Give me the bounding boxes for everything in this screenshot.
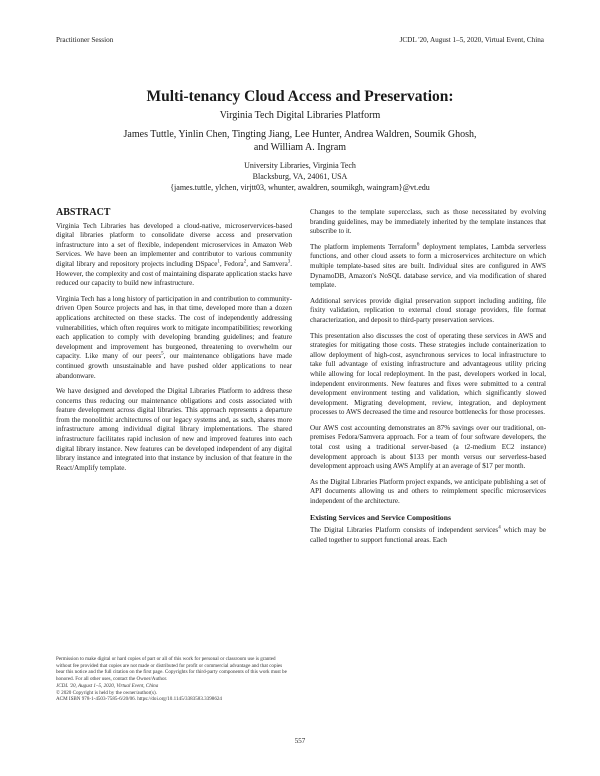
- abstract-paragraph-2: Virginia Tech has a long history of participation in and contribution to community-driven Open Source projects and has, in that time, developed more than a dozen applications architected on these stacks. The cost of independently addressing vulnerabilities, which often requires work to mitigate incompatibilities; reworking each application to comply with developing branding guidelines; and feature development and improvement has burgeoned, threatening to overwhelm our capacity. Like many of our peers$^5$, our maintenance obligations have made continued growth unsustainable and have pushed older applications to near abandonware.: [56, 294, 292, 380]
- copyright-notice: © 2020 Copyright is held by the owner/author(s).: [56, 689, 157, 696]
- authors-line-2: and William A. Ingram: [253, 142, 347, 153]
- affiliation-block: [80, 160, 520, 193]
- left-column: [56, 208, 292, 479]
- page-number: 557: [294, 737, 306, 745]
- authors-line-1: James Tuttle, Yinlin Chen, Tingting Jiang, Lee Hunter, Andrea Waldren, Soumik Ghosh,: [123, 129, 477, 140]
- affiliation-city: Blacksburg, VA, 24061, USA: [252, 172, 348, 181]
- body-paragraph-7: The Digital Libraries Platform consists of independent services$^4$ which may be called together to support functional areas. Each: [310, 525, 546, 544]
- footnote-ref: 1: [217, 259, 220, 265]
- permission-text: Permission to make digital or hard copies of part or all of this work for personal or classroom use is granted without fee provided that copies are not made or distributed for profit or commercial advantage and that copies bear this notice and the full citation on the first page. Copyrights for third-party components of this work must be honored. For all other uses, contact the Owner/Author.: [56, 656, 287, 683]
- footnote-ref: 4: [498, 525, 501, 531]
- affiliation-emails: {james.tuttle, ylchen, virjtt03, whunter, awaldren, soumikgh, waingram}@vt.edu: [170, 183, 430, 192]
- right-column: [310, 208, 546, 551]
- footnote-ref: 5: [161, 351, 164, 357]
- conference-info: JCDL '20, August 1–5, 2020, Virtual Event, China: [56, 682, 159, 689]
- paper-subtitle: Virginia Tech Digital Libraries Platform: [219, 110, 381, 121]
- abstract-heading: ABSTRACT: [56, 207, 111, 218]
- footnote-ref: 2: [243, 259, 247, 265]
- affiliation-org: University Libraries, Virginia Tech: [244, 161, 356, 170]
- section-heading: Existing Services and Service Compositions: [310, 512, 451, 522]
- abstract-paragraph-3: We have designed and developed the Digital Libraries Platform to address these concerns thus reducing our maintenance obligations and costs associated with feature development across digital libraries. This approach represents a departure from the monolithic architectures of our legacy systems and, as such, shares more infrastructure among individual digital library implementations. The shared infrastructure facilitates rapid inclusion of new and improved features into each digital library instance. New features can be developed independent of any digital library instance and integrated into that instance by inclusion of that feature in the React/Amplify template.: [56, 387, 292, 472]
- body-paragraph-2: The platform implements Terraform$^6$ deployment templates, Lambda serverless functions, and other cloud assets to form a microservices architecture on which multiple template-based sites are built. Individual sites are configured in AWS DynamoDB, Amazon's NoSQL database service, and via modification of shared template.: [310, 242, 546, 290]
- body-paragraph-6: As the Digital Libraries Platform project expands, we anticipate publishing a set of API documents allowing us and others to reimplement specific microservices independent of the architecture.: [310, 477, 546, 506]
- body-paragraph-3: Additional services provide digital preservation support including auditing, file fixity validation, replication to external cloud storage providers, file format characterization, and deposit to third-party preservation services.: [310, 296, 546, 324]
- body-paragraph-4: This presentation also discusses the cost of operating these services in AWS and strategies for mitigating those costs. These strategies include containerization to allow deployment of high-cost, asynchronous services to local infrastructure to take full advantage of existing infrastructure and advantageous utility pricing while allowing for local redeployment. In the past, developers worked in local, independent environments. New features and fixes were submitted to a central development environment testing and validation, which significantly slowed development. Migrating development, review, integration, and deployment processes to AWS decreased the time and resource bottlenecks for those processes.: [310, 331, 546, 417]
- author-list: [80, 128, 520, 154]
- isbn-doi: ACM ISBN 978-1-4503-7585-6/20/06. https://doi.org/10.1145/3383583.3398624: [56, 696, 222, 703]
- footnote-ref: 6: [416, 242, 420, 248]
- body-paragraph-1: Changes to the template supercclass, such as those necessitated by evolving branding guidelines, may be immediately inherited by the template instances that subscribe to it.: [310, 208, 546, 236]
- running-header-left: Practitioner Session: [56, 36, 114, 44]
- paper-title: Multi-tenancy Cloud Access and Preservation:: [146, 88, 454, 105]
- footnote-ref: 3: [287, 259, 291, 265]
- body-paragraph-5: Our AWS cost accounting demonstrates an 87% savings over our traditional, on-premises Fedora/Samvera approach. For a team of four software developers, the total cost using a traditional server-based (a t2-medium EC2 instance) development approach is about $133 per month versus our serverless-based development approach using AWS Amplify at an average of $17 per month.: [310, 423, 546, 471]
- permission-footnote: [56, 656, 292, 703]
- running-header-right: JCDL '20, August 1–5, 2020, Virtual Event, China: [399, 36, 544, 44]
- abstract-paragraph-1: Virginia Tech Libraries has developed a cloud-native, microservervices-based digital libraries platform to consolidate diverse access and preservation infrastructure into a set of flexible, independent microservices in Amazon Web Services. We have been an implementer and contributor to various community digital library and repository projects including DSpace$^1$, Fedora$^2$, and Samvera$^3$. However, the complexity and cost of maintaining disparate application stacks have reduced our capacity to build new infrastructure.: [56, 221, 292, 288]
